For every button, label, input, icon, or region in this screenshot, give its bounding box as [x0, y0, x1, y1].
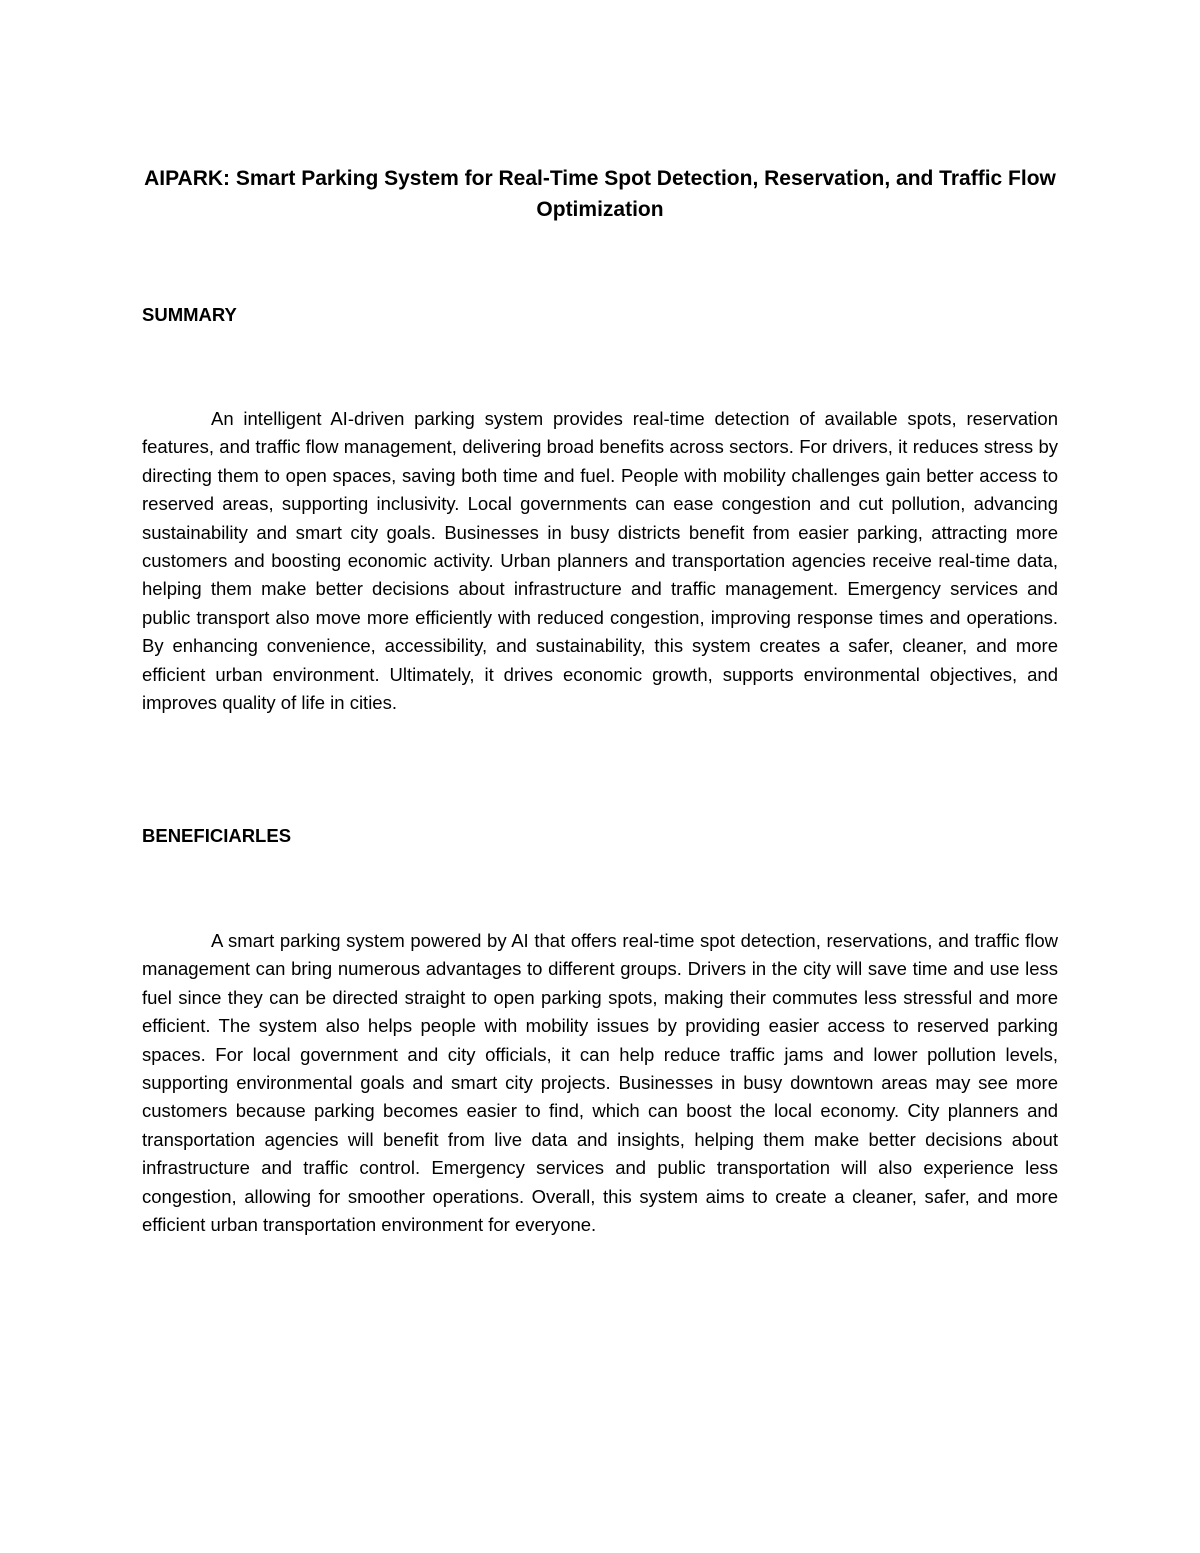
beneficiaries-paragraph: A smart parking system powered by AI that offers real-time spot detection, reservations, and traffic flow management can bring numerous advantages to different groups. Drivers in the city will save time and use less fuel since they can be directed straight to open parking spots, making their commutes less stressful and more efficient. The system also helps people with mobility issues by providing easier access to reserved parking spaces. For local government and city officials, it can help reduce traffic jams and lower pollution levels, supporting environmental goals and smart city projects. Businesses in busy downtown areas may see more customers because parking becomes easier to find, which can boost the local economy. City planners and transportation agencies will benefit from live data and insights, helping them make better decisions about infrastructure and traffic control. Emergency services and public transportation will also experience less congestion, allowing for smoother operations. Overall, this system aims to create a cleaner, safer, and more efficient urban transportation environment for everyone. [142, 930, 1058, 1236]
document-title: AIPARK: Smart Parking System for Real-Time Spot Detection, Reservation, and Traffic Flow Optimization [144, 167, 1056, 221]
summary-heading: SUMMARY [142, 304, 237, 325]
beneficiaries-heading: BENEFICIARLES [142, 825, 292, 846]
summary-paragraph: An intelligent AI-driven parking system provides real-time detection of available spots, reservation features, and traffic flow management, delivering broad benefits across sectors. For drivers, it reduces stress by directing them to open spaces, saving both time and fuel. People with mobility challenges gain better access to reserved areas, supporting inclusivity. Local governments can ease congestion and cut pollution, advancing sustainability and smart city goals. Businesses in busy districts benefit from easier parking, attracting more customers and boosting economic activity. Urban planners and transportation agencies receive real-time data, helping them make better decisions about infrastructure and traffic management. Emergency services and public transport also move more efficiently with reduced congestion, improving response times and operations. By enhancing convenience, accessibility, and sustainability, this system creates a safer, cleaner, and more efficient urban environment. Ultimately, it drives economic growth, supports environmental objectives, and improves quality of life in cities. [142, 408, 1058, 714]
